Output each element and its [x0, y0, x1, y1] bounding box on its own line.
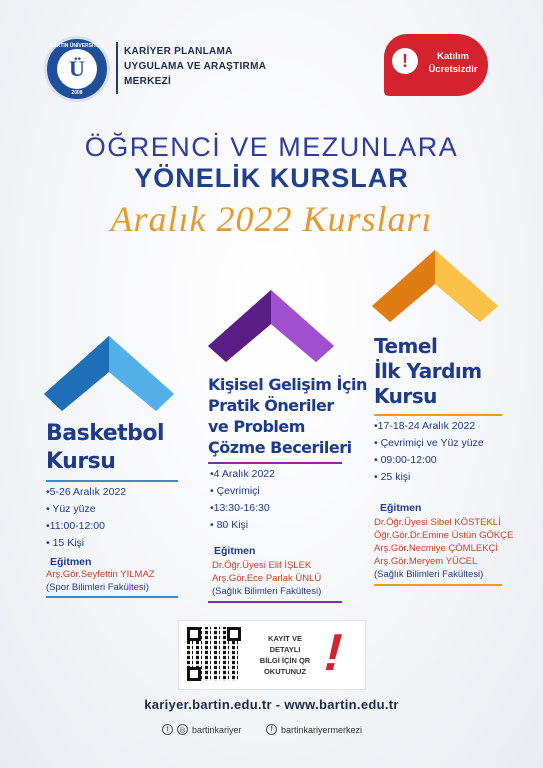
course-3-title — [374, 334, 482, 409]
course-1-underline — [46, 480, 178, 482]
course-1-bottom-line — [46, 596, 178, 598]
purple-chevron-shape — [208, 290, 334, 368]
alert-exclamation-icon: ! — [317, 624, 350, 682]
course-1-mode: • Yüz yüze — [46, 503, 96, 515]
course-3-trainers — [374, 516, 513, 581]
qr-text-line: BİLGİ İÇİN QR — [259, 656, 311, 665]
course-3-trainer: Arş.Gör.Necmiye ÇÖMLEKÇİ — [374, 543, 499, 554]
course-1-capacity: • 15 Kişi — [46, 537, 85, 549]
badge-line-2: Ücretsizdir — [428, 64, 478, 75]
qr-text-line: OKUTUNUZ — [263, 667, 307, 676]
qr-finder — [187, 667, 201, 681]
course-2-details — [210, 466, 275, 534]
course-2-trainer: Arş.Gör.Ece Parlak ÜNLÜ — [212, 573, 322, 584]
course-3-title-line: Temel — [374, 334, 438, 358]
title-line-2: YÖNELİK KURSLAR — [134, 163, 409, 193]
course-1-faculty: (Spor Bilimleri Fakültesi) — [46, 582, 149, 593]
course-1-title — [46, 420, 164, 476]
social-twitter-instagram[interactable] — [162, 724, 242, 735]
qr-finder — [187, 627, 201, 641]
course-1-trainers — [46, 568, 155, 594]
org-name — [124, 44, 266, 89]
badge-line-1: Katılım — [437, 51, 469, 62]
seal-top-text: BARTIN ÜNİVERSİTESİ — [49, 43, 105, 49]
free-participation-badge — [384, 34, 488, 96]
course-3-underline — [374, 414, 502, 416]
course-2-title-line: Kişisel Gelişim İçin — [208, 375, 367, 394]
facebook-icon: f — [266, 724, 277, 735]
social-handle-2: bartinkariyermerkezi — [281, 724, 363, 735]
course-1-time: •11:00-12:00 — [46, 520, 105, 532]
exclamation-icon: ! — [392, 48, 418, 74]
course-2-title-line: Pratik Öneriler — [208, 396, 334, 415]
course-3-faculty: (Sağlık Bilimleri Fakültesi) — [374, 569, 484, 580]
course-3-details — [374, 418, 484, 486]
course-2-date: •4 Aralık 2022 — [210, 468, 275, 480]
website-urls[interactable]: kariyer.bartin.edu.tr - www.bartin.edu.tr — [144, 697, 399, 712]
blue-chevron-shape — [44, 336, 174, 416]
course-3-trainer: Arş.Gör.Meryem YÜCEL — [374, 556, 478, 567]
course-2-mode: • Çevrimiçi — [210, 485, 260, 497]
social-handle-1: bartinkariyer — [192, 724, 242, 735]
twitter-icon: t — [162, 724, 173, 735]
university-seal — [44, 36, 110, 102]
script-title: Aralık 2022 Kursları — [110, 199, 433, 239]
qr-finder — [227, 627, 241, 641]
qr-instructions — [253, 633, 317, 677]
course-2-trainers — [212, 559, 321, 598]
course-1-trainer: Arş.Gör.Seyfettin YILMAZ — [46, 569, 155, 580]
seal-year: 2008 — [71, 90, 83, 96]
course-3-time: • 09:00-12:00 — [374, 454, 437, 466]
orange-chevron-shape — [372, 250, 498, 328]
course-2-underline — [208, 462, 342, 464]
course-1-title-line: Kursu — [46, 449, 116, 474]
course-3-capacity: • 25 kişi — [374, 471, 411, 483]
course-3-date: •17-18-24 Aralık 2022 — [374, 420, 476, 432]
course-3-trainer: Öğr.Gör.Dr.Emine Üstün GÖKÇE — [374, 530, 514, 541]
org-line-3: MERKEZİ — [124, 76, 172, 87]
course-2-title — [208, 374, 367, 458]
org-line-1: KARİYER PLANLAMA — [124, 46, 233, 57]
social-facebook[interactable] — [266, 724, 362, 735]
qr-info-box — [178, 620, 366, 690]
course-2-trainer: Dr.Öğr.Üyesi Elif İŞLEK — [212, 560, 312, 571]
badge-text — [422, 50, 484, 76]
course-2-bottom-line — [208, 601, 342, 603]
course-1-date: •5-26 Aralık 2022 — [46, 486, 127, 498]
header-divider — [116, 42, 118, 94]
course-2-egitmen-label: Eğitmen — [214, 545, 256, 557]
course-1-title-line: Basketbol — [46, 421, 165, 446]
course-3-bottom-line — [374, 584, 502, 586]
course-2-faculty: (Sağlık Bilimleri Fakültesi) — [212, 586, 322, 597]
course-3-mode: • Çevrimiçi ve Yüz yüze — [374, 437, 484, 449]
course-1-egitmen-label: Eğitmen — [50, 556, 92, 568]
seal-emblem: Ü — [57, 49, 97, 89]
qr-text-line: KAYIT VE DETAYLI — [268, 634, 302, 654]
course-2-title-line: Çözme Becerileri — [208, 438, 352, 457]
course-1-details — [46, 484, 126, 552]
course-2-time: •13:30-16:30 — [210, 502, 270, 514]
course-3-egitmen-label: Eğitmen — [380, 502, 422, 514]
course-2-title-line: ve Problem — [208, 417, 305, 436]
course-2-capacity: • 80 Kişi — [210, 519, 249, 531]
course-3-trainer: Dr.Öğr.Üyesi Sibel KÖSTEKLİ — [374, 517, 501, 528]
course-3-title-line: Kursu — [374, 384, 437, 408]
org-line-2: UYGULAMA VE ARAŞTIRMA — [124, 61, 267, 72]
course-3-title-line: İlk Yardım — [374, 359, 482, 383]
instagram-icon: ◎ — [177, 724, 188, 735]
title-line-1: ÖĞRENCİ VE MEZUNLARA — [84, 132, 459, 162]
